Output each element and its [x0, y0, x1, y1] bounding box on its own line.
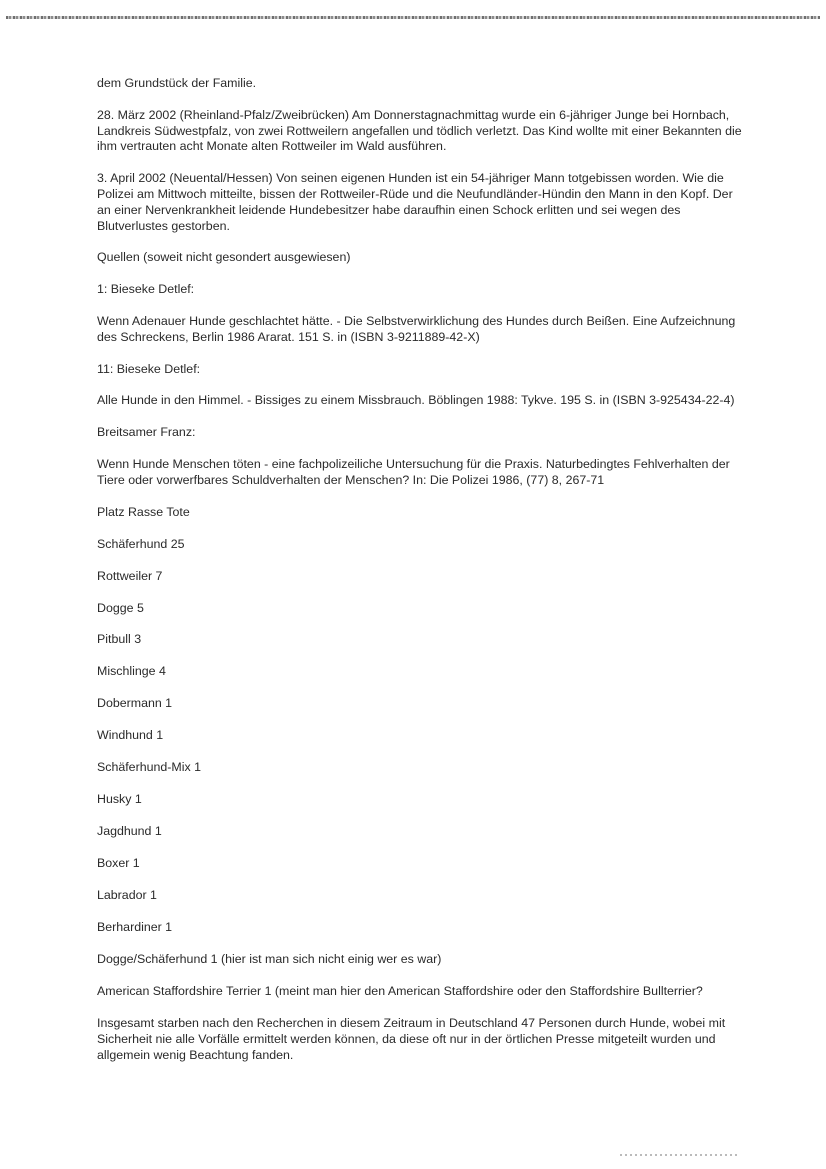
list-item: Dobermann 1 [97, 696, 173, 711]
list-item: Berhardiner 1 [97, 920, 173, 935]
list-item: Husky 1 [97, 792, 142, 807]
scan-edge-artifact [6, 16, 820, 19]
list-item: Windhund 1 [97, 728, 164, 743]
list-item: Mischlinge 4 [97, 664, 166, 679]
source-title-2: Alle Hunde in den Himmel. - Bissiges zu einem Missbrauch. Böblingen 1988: Tykve. 195 S. in (ISBN 3-925434-22-4) [97, 393, 735, 408]
list-item: Jagdhund 1 [97, 824, 162, 839]
list-item: Schäferhund-Mix 1 [97, 760, 201, 775]
paragraph-incident-neuental: 3. April 2002 (Neuental/Hessen) Von seinen eigenen Hunden ist ein 54-jähriger Mann totgebissen worden. Wie die Polizei am Mittwoch mitteilte, bissen der Rottweiler-Rüde und die Neufundländer-Hündin den Mann in den Kopf. Der an einer Nervenkrankheit leidende Hundebesitzer habe daraufhin einen Schock erlitten und sei wegen des Blutverlustes gestorben. [97, 171, 733, 233]
source-author-2: 11: Bieseke Detlef: [97, 361, 201, 376]
list-item: American Staffordshire Terrier 1 (meint man hier den American Staffordshire oder den Staffordshire Bullterrier? [97, 984, 703, 999]
source-author-1: 1: Bieseke Detlef: [97, 282, 195, 297]
list-item: Pitbull 3 [97, 632, 142, 647]
closing-paragraph: Insgesamt starben nach den Recherchen in diesem Zeitraum in Deutschland 47 Personen durch Hunde, wobei mit Sicherheit nie alle Vorfälle ermittelt werden können, da diese oft nur in der örtlichen Presse mitgeteilt wurden und allgemein wenig Beachtung fanden. [97, 1016, 726, 1062]
list-item: Dogge/Schäferhund 1 (hier ist man sich nicht einig wer es war) [97, 952, 442, 967]
document-body [97, 76, 747, 1080]
paragraph-continuation: dem Grundstück der Familie. [97, 76, 257, 90]
source-title-1: Wenn Adenauer Hunde geschlachtet hätte. - Die Selbstverwirklichung des Hundes durch Beißen. Eine Aufzeichnung des Schreckens, Berlin 1986 Ararat. 151 S. in (ISBN 3-9211889-42-X) [97, 313, 736, 344]
scan-edge-artifact-bottom [620, 1154, 740, 1156]
breed-statistics-list [97, 505, 747, 1001]
paragraph-incident-zweibruecken: 28. März 2002 (Rheinland-Pfalz/Zweibrücken) Am Donnerstagnachmittag wurde ein 6-jähriger Junge bei Hornbach, Landkreis Südwestpfalz, von zwei Rottweilern angefallen und tödlich verletzt. Das Kind wollte mit einer Bekannten die ihm vertrauten acht Monate alten Rottweiler im Wald ausführen. [97, 107, 742, 154]
table-header: Platz Rasse Tote [97, 504, 190, 519]
list-item: Labrador 1 [97, 888, 157, 903]
list-item: Schäferhund 25 [97, 536, 185, 551]
sources-heading: Quellen (soweit nicht gesondert ausgewiesen) [97, 250, 351, 265]
source-title-3: Wenn Hunde Menschen töten - eine fachpolizeiliche Untersuchung für die Praxis. Naturbedingtes Fehlverhalten der Tiere oder vorwerfbares Schuldverhalten der Menschen? In: Die Polizei 1986, (77) 8, 267-71 [97, 456, 730, 487]
list-item: Rottweiler 7 [97, 568, 163, 583]
list-item: Dogge 5 [97, 600, 144, 615]
list-item: Boxer 1 [97, 856, 140, 871]
source-author-3: Breitsamer Franz: [97, 425, 196, 440]
